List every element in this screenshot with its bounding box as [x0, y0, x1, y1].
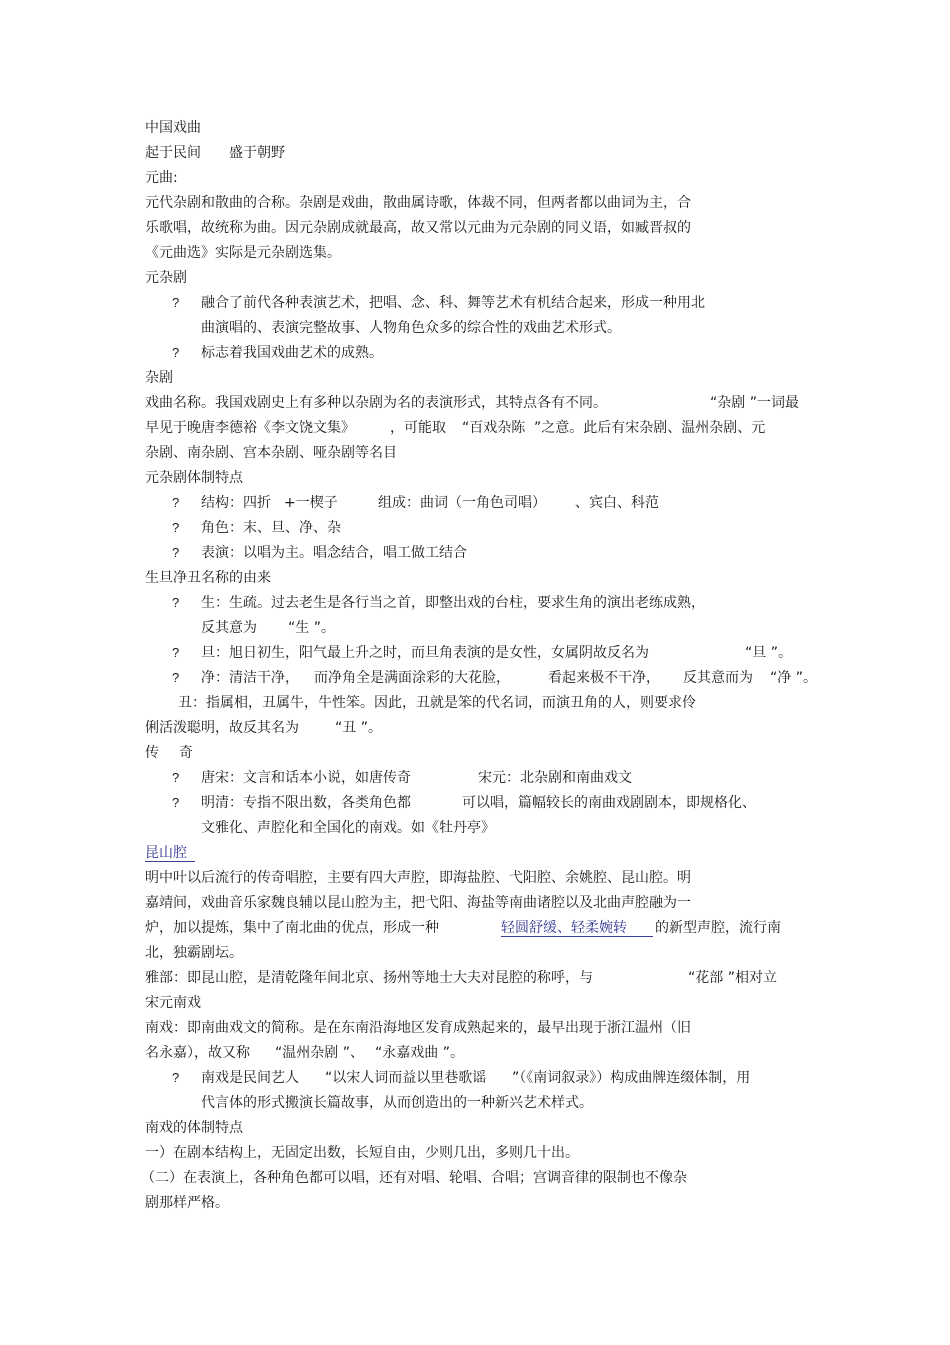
bullet-text-continued: 代言体的形式搬演长篇故事，从而创造出的一种新兴艺术样式。 — [201, 1095, 593, 1111]
section-heading-tizhi: 元杂剧体制特点 — [145, 470, 243, 486]
bullet-marker: ? — [172, 795, 180, 810]
section-heading-kunshan-link[interactable]: 昆山腔 — [145, 845, 187, 861]
paragraph-line: 南戏：即南曲戏文的简称。是在东南沿海地区发育成熟起来的，最早出现于浙江温州（旧 — [145, 1020, 691, 1036]
subtitle-part-a: 起于民间 — [145, 145, 201, 161]
section-heading-shengdan: 生旦净丑名称的由来 — [145, 570, 271, 586]
bullet-text: 角色：末、旦、净、杂 — [201, 520, 341, 536]
bullet-text-fragment: 、宾白、科范 — [575, 495, 659, 511]
bullet-marker: ? — [172, 295, 180, 310]
paragraph-line-fragment: ”之意。此后有宋杂剧、温州杂剧、元 — [534, 420, 766, 436]
bullet-marker: ? — [172, 770, 180, 785]
paragraph-line: 一）在剧本结构上，无固定出数，长短自由，少则几出，多则几十出。 — [145, 1145, 579, 1161]
paragraph-line-fragment: “杂剧 ”一词最 — [710, 395, 799, 411]
doc-title: 中国戏曲 — [145, 120, 201, 136]
bullet-text: 标志着我国戏曲艺术的成熟。 — [201, 345, 383, 361]
bullet-marker: ? — [172, 645, 180, 660]
bullet-text-fragment: 而净角全是满面涂彩的大花脸， — [314, 670, 510, 686]
link-underline — [145, 861, 195, 862]
bullet-marker: ? — [172, 345, 180, 360]
bullet-text: 南戏是民间艺人 — [201, 1070, 299, 1086]
bullet-text: 旦：旭日初生，阳气最上升之时，而旦角表演的是女性，女属阴故反名为 — [201, 645, 649, 661]
bullet-marker: ? — [172, 520, 180, 535]
bullet-text-continued: 曲演唱的、表演完整故事、人物角色众多的综合性的戏曲艺术形式。 — [201, 320, 621, 336]
section-heading-zaju: 杂剧 — [145, 370, 173, 386]
section-heading-nanxi-tizhi: 南戏的体制特点 — [145, 1120, 243, 1136]
bullet-text-fragment: 可以唱，篇幅较长的南曲戏剧剧本，即规格化、 — [462, 795, 756, 811]
bullet-text: 结构：四折 — [201, 495, 271, 511]
paragraph-line: 北，独霸剧坛。 — [145, 945, 243, 961]
bullet-text-fragment: “净 ”。 — [770, 670, 817, 686]
bullet-text-fragment: 反其意而为 — [683, 670, 753, 686]
paragraph-line: 早见于晚唐李德裕《李文饶文集》 — [145, 420, 355, 436]
section-heading-chuanqi-b: 奇 — [179, 745, 193, 761]
bullet-text-fragment: 组成：曲词（一角色司唱） — [378, 495, 546, 511]
paragraph-line-fragment: “丑 ”。 — [335, 720, 382, 736]
bullet-text-fragment: +一楔子 — [284, 495, 338, 511]
paragraph-line: 《元曲选》实际是元杂剧选集。 — [145, 245, 341, 261]
subtitle-part-b: 盛于朝野 — [229, 145, 285, 161]
bullet-marker: ? — [172, 545, 180, 560]
paragraph-line: （二）在表演上，各种角色都可以唱，还有对唱、轮唱、合唱；宫调音律的限制也不像杂 — [141, 1170, 687, 1186]
paragraph-line-fragment: “花部 ”相对立 — [688, 970, 777, 986]
paragraph-line: 元代杂剧和散曲的合称。杂剧是戏曲，散曲属诗歌，体裁不同，但两者都以曲词为主，合 — [145, 195, 691, 211]
bullet-text-continued: 反其意为 — [201, 620, 257, 636]
paragraph-line-fragment: “温州杂剧 ”、 — [275, 1045, 364, 1061]
section-heading-yuanzaju: 元杂剧 — [145, 270, 187, 286]
paragraph-line: 丑：指属相，丑属牛，牛性笨。因此，丑就是笨的代名词，而演丑角的人，则要求伶 — [178, 695, 696, 711]
paragraph-line-fragment: 的新型声腔，流行南 — [655, 920, 781, 936]
paragraph-line: 杂剧、南杂剧、宫本杂剧、哑杂剧等名目 — [145, 445, 397, 461]
bullet-text-fragment: “旦 ”。 — [745, 645, 792, 661]
bullet-text-continued: 文雅化、声腔化和全国化的南戏。如《牡丹亭》 — [201, 820, 495, 836]
bullet-text: 唐宋：文言和话本小说，如唐传奇 — [201, 770, 411, 786]
paragraph-line: 乐歌唱，故统称为曲。因元杂剧成就最高，故又常以元曲为元杂剧的同义语，如臧晋叔的 — [145, 220, 691, 236]
bullet-text-fragment: ”（《南词叙录》）构成曲牌连缀体制，用 — [512, 1070, 751, 1086]
paragraph-line: 名永嘉），故又称 — [145, 1045, 250, 1061]
bullet-text: 净：清洁干净， — [201, 670, 299, 686]
paragraph-line: 戏曲名称。我国戏剧史上有多种以杂剧为名的表演形式，其特点各有不同。 — [145, 395, 607, 411]
paragraph-line: 俐活泼聪明，故反其名为 — [145, 720, 299, 736]
bullet-text: 明清：专指不限出数，各类角色都 — [201, 795, 411, 811]
bullet-text-fragment: 宋元：北杂剧和南曲戏文 — [478, 770, 632, 786]
bullet-text-fragment: “以宋人词而益以里巷歌谣 — [325, 1070, 487, 1086]
highlighted-term-link[interactable]: 轻圆舒缓、轻柔婉转 — [501, 920, 627, 936]
section-heading-yuanqu: 元曲: — [145, 170, 178, 186]
paragraph-line-fragment: “永嘉戏曲 ”。 — [375, 1045, 464, 1061]
bullet-text: 融合了前代各种表演艺术，把唱、念、科、舞等艺术有机结合起来，形成一种用北 — [201, 295, 705, 311]
paragraph-line: 明中叶以后流行的传奇唱腔，主要有四大声腔，即海盐腔、弋阳腔、余姚腔、昆山腔。明 — [145, 870, 691, 886]
paragraph-line: 炉，加以提炼，集中了南北曲的优点，形成一种 — [145, 920, 439, 936]
bullet-marker: ? — [172, 1070, 180, 1085]
paragraph-line: 雅部：即昆山腔，是清乾隆年间北京、扬州等地士大夫对昆腔的称呼，与 — [145, 970, 593, 986]
section-heading-nanxi: 宋元南戏 — [145, 995, 201, 1011]
bullet-text-fragment: “生 ”。 — [288, 620, 335, 636]
link-underline — [501, 936, 653, 937]
paragraph-line: 剧那样严格。 — [145, 1195, 229, 1211]
bullet-marker: ? — [172, 595, 180, 610]
bullet-text: 表演：以唱为主。唱念结合，唱工做工结合 — [201, 545, 467, 561]
paragraph-line: 嘉靖间，戏曲音乐家魏良辅以昆山腔为主，把弋阳、海盐等南曲诸腔以及北曲声腔融为一 — [145, 895, 691, 911]
bullet-marker: ? — [172, 670, 180, 685]
bullet-marker: ? — [172, 495, 180, 510]
paragraph-line-fragment: “百戏杂陈 — [462, 420, 526, 436]
section-heading-chuanqi-a: 传 — [145, 745, 159, 761]
bullet-text: 生：生疏。过去老生是各行当之首，即整出戏的台柱，要求生角的演出老练成熟， — [201, 595, 705, 611]
bullet-text-fragment: 看起来极不干净， — [548, 670, 660, 686]
paragraph-line-fragment: ，可能取 — [390, 420, 446, 436]
